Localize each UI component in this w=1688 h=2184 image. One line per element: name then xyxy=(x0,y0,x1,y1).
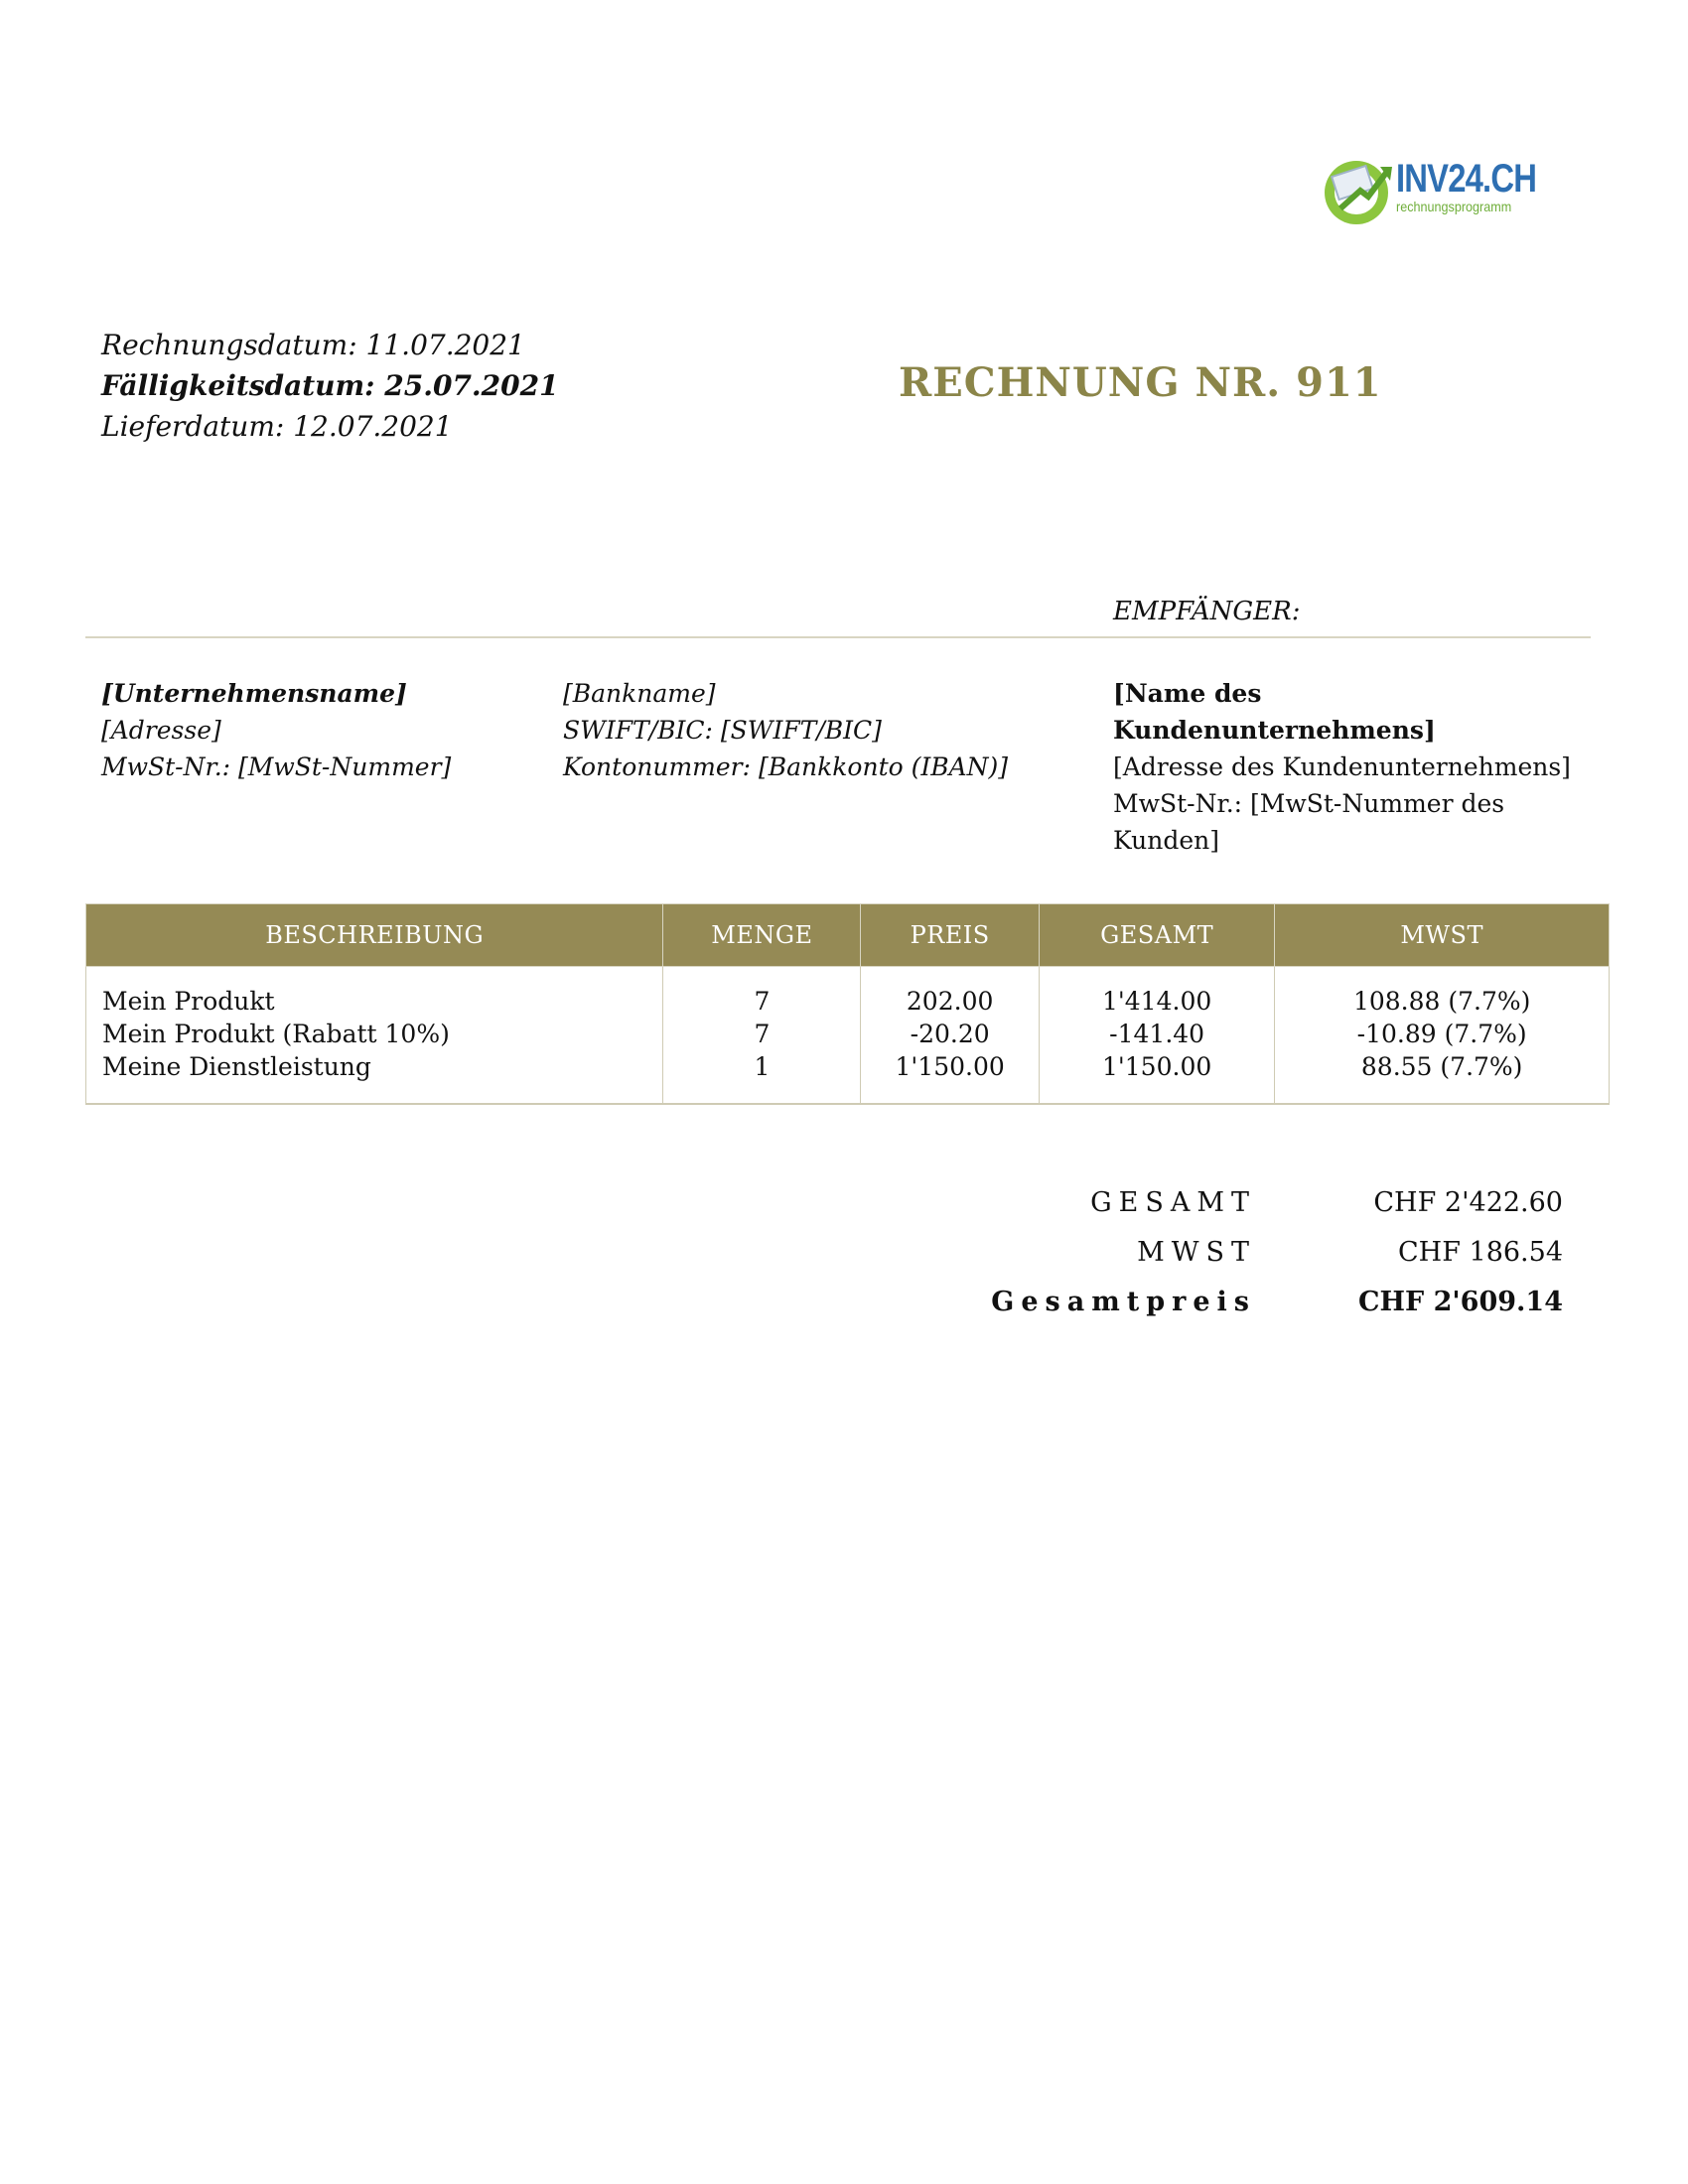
invoice-date: Rechnungsdatum: 11.07.2021 xyxy=(101,329,525,361)
recipient-label: EMPFÄNGER: xyxy=(1113,597,1301,626)
row-vat: 88.55 (7.7%) xyxy=(1360,1052,1523,1081)
header-quantity: MENGE xyxy=(663,904,861,967)
row-quantity: 7 xyxy=(754,987,771,1016)
company-vat: MwSt-Nr.: [MwSt-Nummer] xyxy=(101,752,452,781)
grand-total-label: Gesamtpreis xyxy=(991,1287,1256,1317)
subtotal-label: GESAMT xyxy=(1090,1187,1256,1218)
client-info xyxy=(1113,675,1580,859)
row-price: 1'150.00 xyxy=(895,1052,1005,1081)
vat-label: MWST xyxy=(1137,1237,1256,1268)
invoice-dates xyxy=(101,325,559,447)
price-column xyxy=(861,967,1040,1105)
logo-tagline: rechnungsprogramm xyxy=(1396,199,1512,214)
bank-account: Kontonummer: [Bankkonto (IBAN)] xyxy=(563,752,1009,781)
client-vat: MwSt-Nr.: [MwSt-Nummer des xyxy=(1113,789,1505,818)
client-name: [Name des Kundenunternehmens] xyxy=(1113,679,1436,745)
header-description: BESCHREIBUNG xyxy=(86,904,663,967)
vat-value: CHF 186.54 xyxy=(1398,1237,1563,1268)
client-vat-cont: Kunden] xyxy=(1113,826,1219,855)
bank-name: [Bankname] xyxy=(563,679,716,708)
row-vat: -10.89 (7.7%) xyxy=(1356,1020,1527,1048)
client-address: [Adresse des Kundenunternehmens] xyxy=(1113,752,1571,781)
bank-info xyxy=(563,675,1008,785)
bank-swift: SWIFT/BIC: [SWIFT/BIC] xyxy=(563,716,882,745)
invoice-title: RECHNUNG NR. 911 xyxy=(899,359,1382,406)
due-date: Fälligkeitsdatum: 25.07.2021 xyxy=(101,369,559,402)
divider xyxy=(85,636,1591,638)
header-price: PREIS xyxy=(861,904,1040,967)
company-info xyxy=(101,675,451,785)
row-total: -141.40 xyxy=(1109,1020,1205,1048)
logo-name: INV24.CH xyxy=(1396,157,1537,201)
row-vat: 108.88 (7.7%) xyxy=(1352,987,1531,1016)
delivery-date: Lieferdatum: 12.07.2021 xyxy=(101,410,453,443)
table-body xyxy=(86,967,1610,1105)
header-vat: MWST xyxy=(1275,904,1610,967)
description-column xyxy=(86,967,663,1105)
row-description: Meine Dienstleistung xyxy=(102,1052,371,1081)
row-description: Mein Produkt (Rabatt 10%) xyxy=(102,1020,450,1048)
row-quantity: 1 xyxy=(754,1052,771,1081)
row-total: 1'414.00 xyxy=(1102,987,1212,1016)
total-column xyxy=(1039,967,1274,1105)
subtotal-value: CHF 2'422.60 xyxy=(1373,1187,1563,1218)
table-header-row xyxy=(86,904,1610,967)
row-price: -20.20 xyxy=(910,1020,990,1048)
vat-column xyxy=(1275,967,1610,1105)
row-quantity: 7 xyxy=(754,1020,771,1048)
items-table xyxy=(85,903,1610,1105)
header-total: GESAMT xyxy=(1039,904,1274,967)
quantity-column xyxy=(663,967,861,1105)
row-price: 202.00 xyxy=(906,987,994,1016)
row-description: Mein Produkt xyxy=(102,987,275,1016)
row-total: 1'150.00 xyxy=(1102,1052,1212,1081)
grand-total-value: CHF 2'609.14 xyxy=(1358,1287,1563,1317)
company-address: [Adresse] xyxy=(101,716,221,745)
company-name: [Unternehmensname] xyxy=(101,679,407,708)
